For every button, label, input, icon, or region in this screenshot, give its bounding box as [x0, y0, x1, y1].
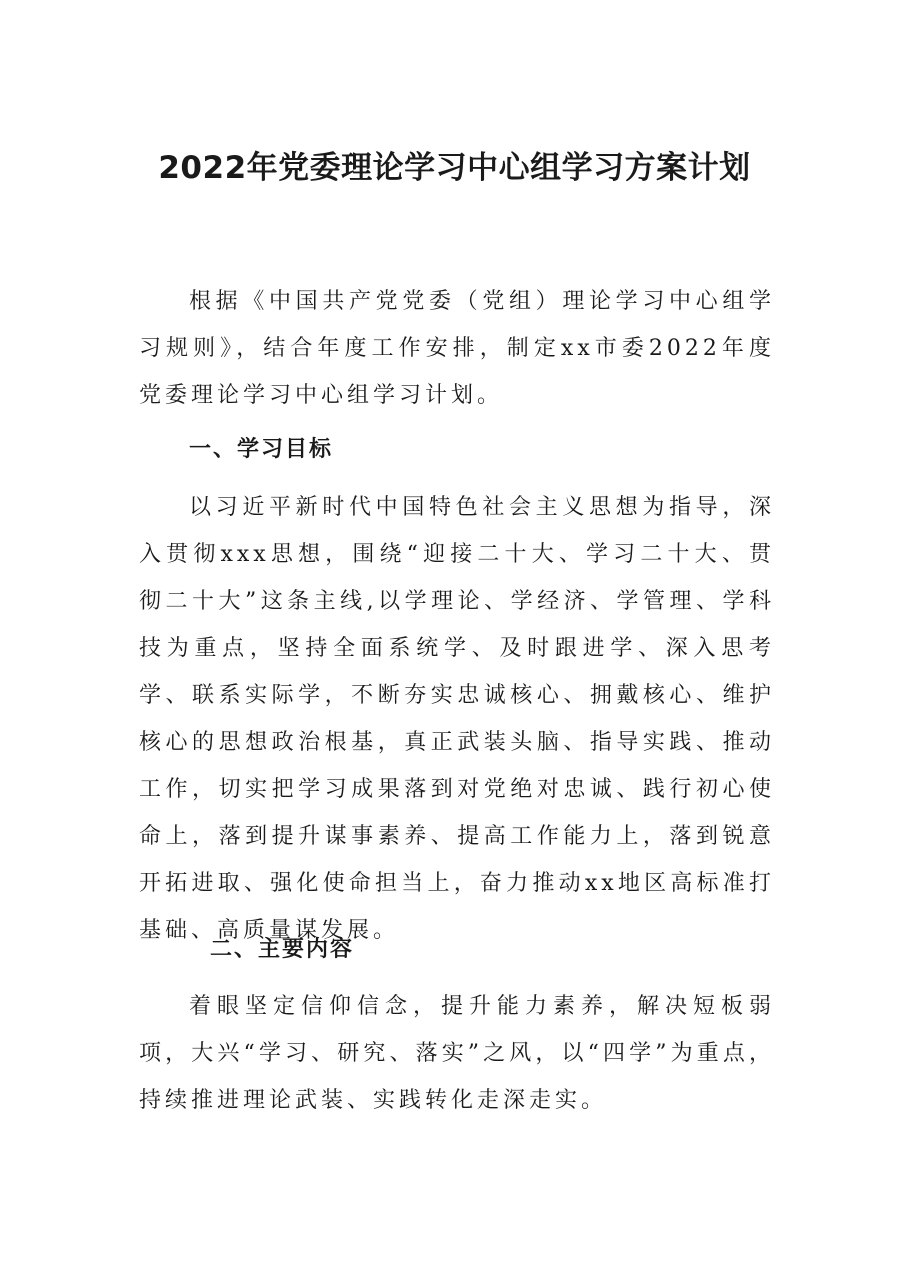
section-body-learning-goals: 以习近平新时代中国特色社会主义思想为指导，深入贯彻xxx思想，围绕“迎接二十大、学习二十大、贯彻二十大”这条主线,以学理论、学经济、学管理、学科技为重点，坚持全面系统学、及时跟进学、深入思考学、联系实际学，不断夯实忠诚核心、拥戴核心、维护核心的思想政治根基，真正武装头脑、指导实践、推动工作，切实把学习成果落到对党绝对忠诚、践行初心使命上，落到提升谋事素养、提高工作能力上，落到锐意开拓进取、强化使命担当上，奋力推动xx地区高标准打基础、高质量谋发展。 — [139, 495, 775, 943]
intro-paragraph: 根据《中国共产党党委（党组）理论学习中心组学习规则》，结合年度工作安排，制定xx市委2022年度党委理论学习中心组学习计划。 — [139, 289, 775, 408]
section-heading-learning-goals: 一、学习目标 — [189, 437, 334, 462]
document-title: 2022年党委理论学习中心组学习方案计划 — [158, 150, 751, 186]
section-heading-main-content: 二、主要内容 — [210, 937, 355, 962]
section-body-main-content: 着眼坚定信仰信念，提升能力素养，解决短板弱项，大兴“学习、研究、落实”之风，以“四学”为重点，持续推进理论武装、实践转化走深走实。 — [139, 994, 775, 1113]
